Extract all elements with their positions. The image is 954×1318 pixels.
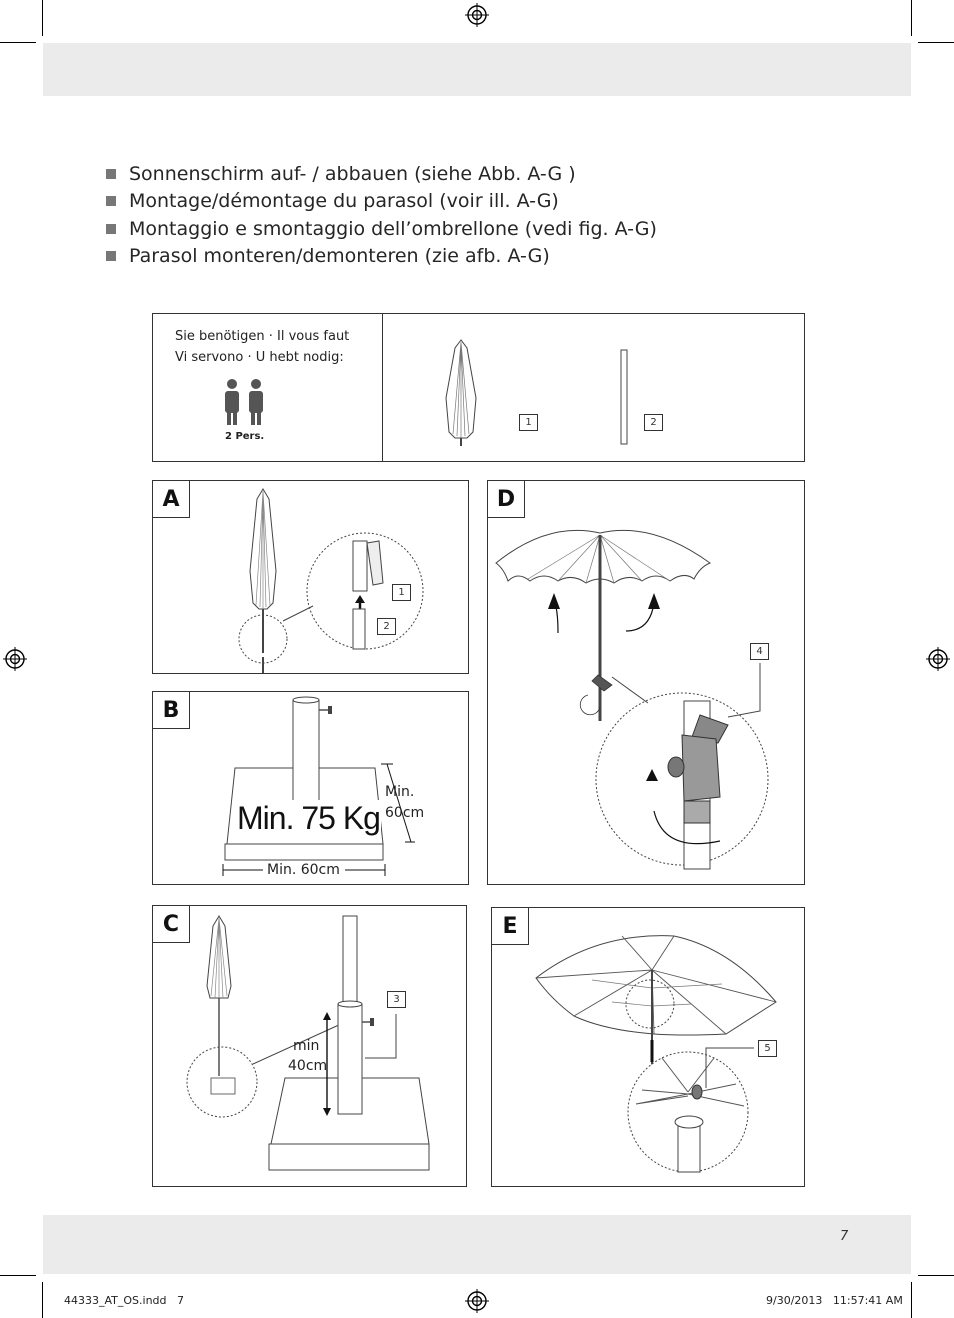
requirements-text-1: Sie benötigen · Il vous faut	[175, 329, 350, 344]
persons-icon	[221, 378, 281, 438]
panel-d-label: D	[488, 481, 525, 518]
weight-label: Min. 75 Kg	[237, 800, 380, 836]
page-number: 7	[840, 1229, 849, 1244]
panel-d-drawing	[488, 481, 804, 884]
panel-e-label: E	[492, 908, 529, 945]
footer-timestamp: 9/30/2013 11:57:41 AM	[766, 1294, 903, 1307]
callout-2: 2	[377, 618, 396, 635]
depth-label-line2: 60cm	[385, 805, 425, 821]
panel-b-label: B	[153, 692, 190, 729]
heading-list	[106, 160, 657, 270]
crop-mark	[911, 0, 912, 36]
callout-1: 1	[392, 584, 411, 601]
requirements-text-2: Vi servono · U hebt nodig:	[175, 350, 344, 365]
registration-mark-icon	[465, 3, 489, 27]
heading-item: Montage/démontage du parasol (voir ill. A-G)	[106, 188, 657, 216]
callout-5: 5	[758, 1040, 777, 1057]
panel-c-label: C	[153, 906, 190, 943]
panel-a-label: A	[153, 481, 190, 518]
heading-item: Montaggio e smontaggio dell’ombrellone (vedi fig. A-G)	[106, 215, 657, 243]
crop-mark	[918, 42, 954, 43]
panel-a-drawing	[153, 481, 468, 673]
bullet-square-icon	[106, 224, 116, 234]
panel-c	[152, 905, 467, 1187]
panel-b	[152, 691, 469, 885]
bullet-square-icon	[106, 196, 116, 206]
crop-mark	[911, 1282, 912, 1318]
part-1-label: 1	[519, 414, 538, 431]
crop-mark	[0, 42, 36, 43]
footer-band	[43, 1215, 911, 1274]
bullet-square-icon	[106, 169, 116, 179]
closed-umbrella-part	[441, 338, 481, 448]
height-label-line1: min	[293, 1038, 320, 1054]
height-label-line2: 40cm	[288, 1058, 328, 1074]
crop-mark	[42, 1282, 43, 1318]
width-label: Min. 60cm	[267, 862, 340, 878]
callout-4: 4	[750, 643, 769, 660]
callout-3: 3	[387, 991, 406, 1008]
heading-item: Sonnenschirm auf- / abbauen (siehe Abb. A-G )	[106, 160, 657, 188]
requirements-box	[152, 313, 805, 462]
registration-mark-icon	[926, 647, 950, 671]
crop-mark	[0, 1275, 36, 1276]
requirements-divider	[382, 314, 383, 461]
panel-e	[491, 907, 805, 1187]
header-band	[43, 43, 911, 96]
footer-file: 44333_AT_OS.indd 7	[64, 1294, 185, 1307]
heading-item: Parasol monteren/demonteren (zie afb. A-G)	[106, 243, 657, 271]
persons-label: 2 Pers.	[225, 431, 265, 442]
depth-label-line1: Min.	[385, 784, 415, 800]
panel-a	[152, 480, 469, 674]
crop-mark	[918, 1275, 954, 1276]
registration-mark-icon	[3, 647, 27, 671]
panel-d	[487, 480, 805, 885]
pole-part	[618, 348, 630, 448]
bullet-square-icon	[106, 251, 116, 261]
registration-mark-icon	[465, 1289, 489, 1313]
part-2-label: 2	[644, 414, 663, 431]
crop-mark	[42, 0, 43, 36]
panel-b-drawing	[153, 692, 468, 884]
